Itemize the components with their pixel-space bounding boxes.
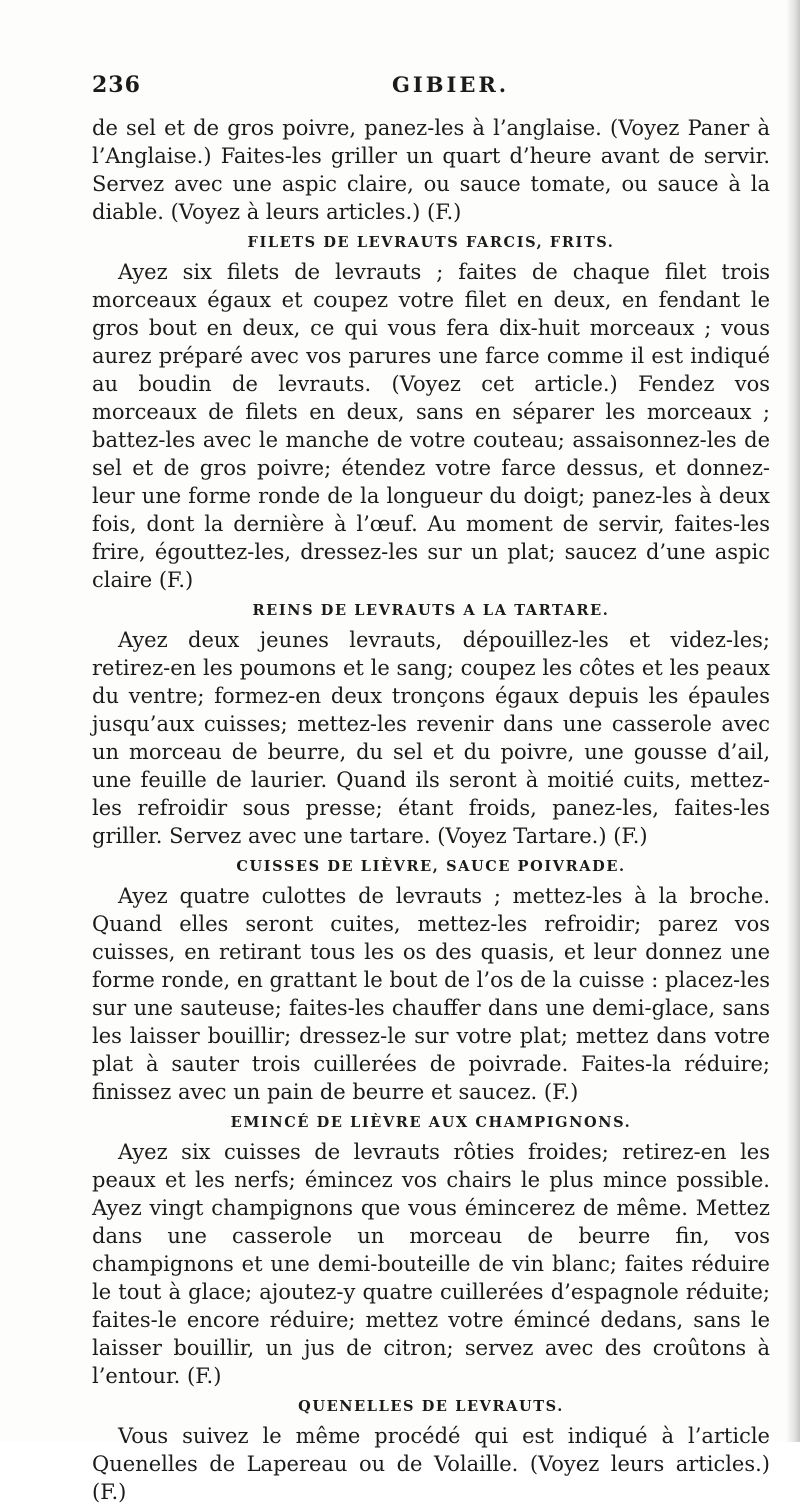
paragraph-cuisses: Ayez quatre culottes de levrauts ; mettez-les à la broche. Quand elles seront cuites, mettez-les refroidir; parez vos cuisses, en retirant tous les os des quasis, et leur donnez une forme ronde, en grattant le bout de l’os de la cuisse : placez-les sur une sauteuse; faites-les chauffer dans une demi-glace, sans les laisser bouillir; dressez-le sur votre plat; mettez dans votre plat à sauter trois cuillerées de poivrade. Faites-la réduire; finissez avec un pain de beurre et saucez. (F.) xyxy=(92,884,770,1104)
page-header xyxy=(92,72,772,112)
paragraph-quenelles: Vous suivez le même procédé qui est indiqué à l’article Quenelles de Lapereau ou de Volaille. (Voyez leurs articles.) (F.) xyxy=(92,1424,770,1504)
running-head: GIBIER. xyxy=(392,72,510,97)
section-title-reins: REINS DE LEVRAUTS A LA TARTARE. xyxy=(252,602,610,619)
section-title-cuisses: CUISSES DE LIÈVRE, SAUCE POIVRADE. xyxy=(236,858,626,875)
section-title-emince: EMINCÉ DE LIÈVRE AUX CHAMPIGNONS. xyxy=(230,1114,632,1131)
paragraph-filets: Ayez six filets de levrauts ; faites de chaque filet trois morceaux égaux et coupez votre filet en deux, en fendant le gros bout en deux, ce qui vous fera dix-huit morceaux ; vous aurez préparé avec vos parures une farce comme il est indiqué au boudin de levrauts. (Voyez cet article.) Fendez vos morceaux de filets en deux, sans en séparer les morceaux ; battez-les avec le manche de votre couteau; assaisonnez-les de sel et de gros poivre; étendez votre farce dessus, et donnez-leur une forme ronde de la longueur du doigt; panez-les à deux fois, dont la dernière à l’œuf. Au moment de servir, faites-les frire, égouttez-les, dressez-les sur un plat; saucez d’une aspic claire (F.) xyxy=(92,260,770,592)
page-edge-shadow xyxy=(786,0,800,1442)
paragraph-emince: Ayez six cuisses de levrauts rôties froides; retirez-en les peaux et les nerfs; émincez vos chairs le plus mince possible. Ayez vingt champignons que vous émincerez de même. Mettez dans une casserole un morceau de beurre fin, vos champignons et une demi-bouteille de vin blanc; faites réduire le tout à glace; ajoutez-y quatre cuillerées d’espagnole réduite; faites-le encore réduire; mettez votre émincé dedans, sans le laisser bouillir, un jus de citron; servez avec des croûtons à l’entour. (F.) xyxy=(92,1140,770,1388)
section-title-quenelles: QUENELLES DE LEVRAUTS. xyxy=(298,1398,564,1415)
paragraph-continuation: de sel et de gros poivre, panez-les à l’anglaise. (Voyez Paner à l’Anglaise.) Faites-les griller un quart d’heure avant de servir. Servez avec une aspic claire, ou sauce tomate, ou sauce à la diable. (Voyez à leurs articles.) (F.) xyxy=(92,116,770,224)
page-body xyxy=(92,114,770,1506)
paragraph-reins: Ayez deux jeunes levrauts, dépouillez-les et videz-les; retirez-en les poumons et le sang; coupez les côtes et les peaux du ventre; formez-en deux tronçons égaux depuis les épaules jusqu’aux cuisses; mettez-les revenir dans une casserole avec un morceau de beurre, du sel et du poivre, une gousse d’ail, une feuille de laurier. Quand ils seront à moitié cuits, mettez-les refroidir sous presse; étant froids, panez-les, faites-les griller. Servez avec une tartare. (Voyez Tartare.) (F.) xyxy=(92,628,770,848)
section-title-filets: FILETS DE LEVRAUTS FARCIS, FRITS. xyxy=(247,234,615,251)
page-number: 236 xyxy=(92,72,141,98)
